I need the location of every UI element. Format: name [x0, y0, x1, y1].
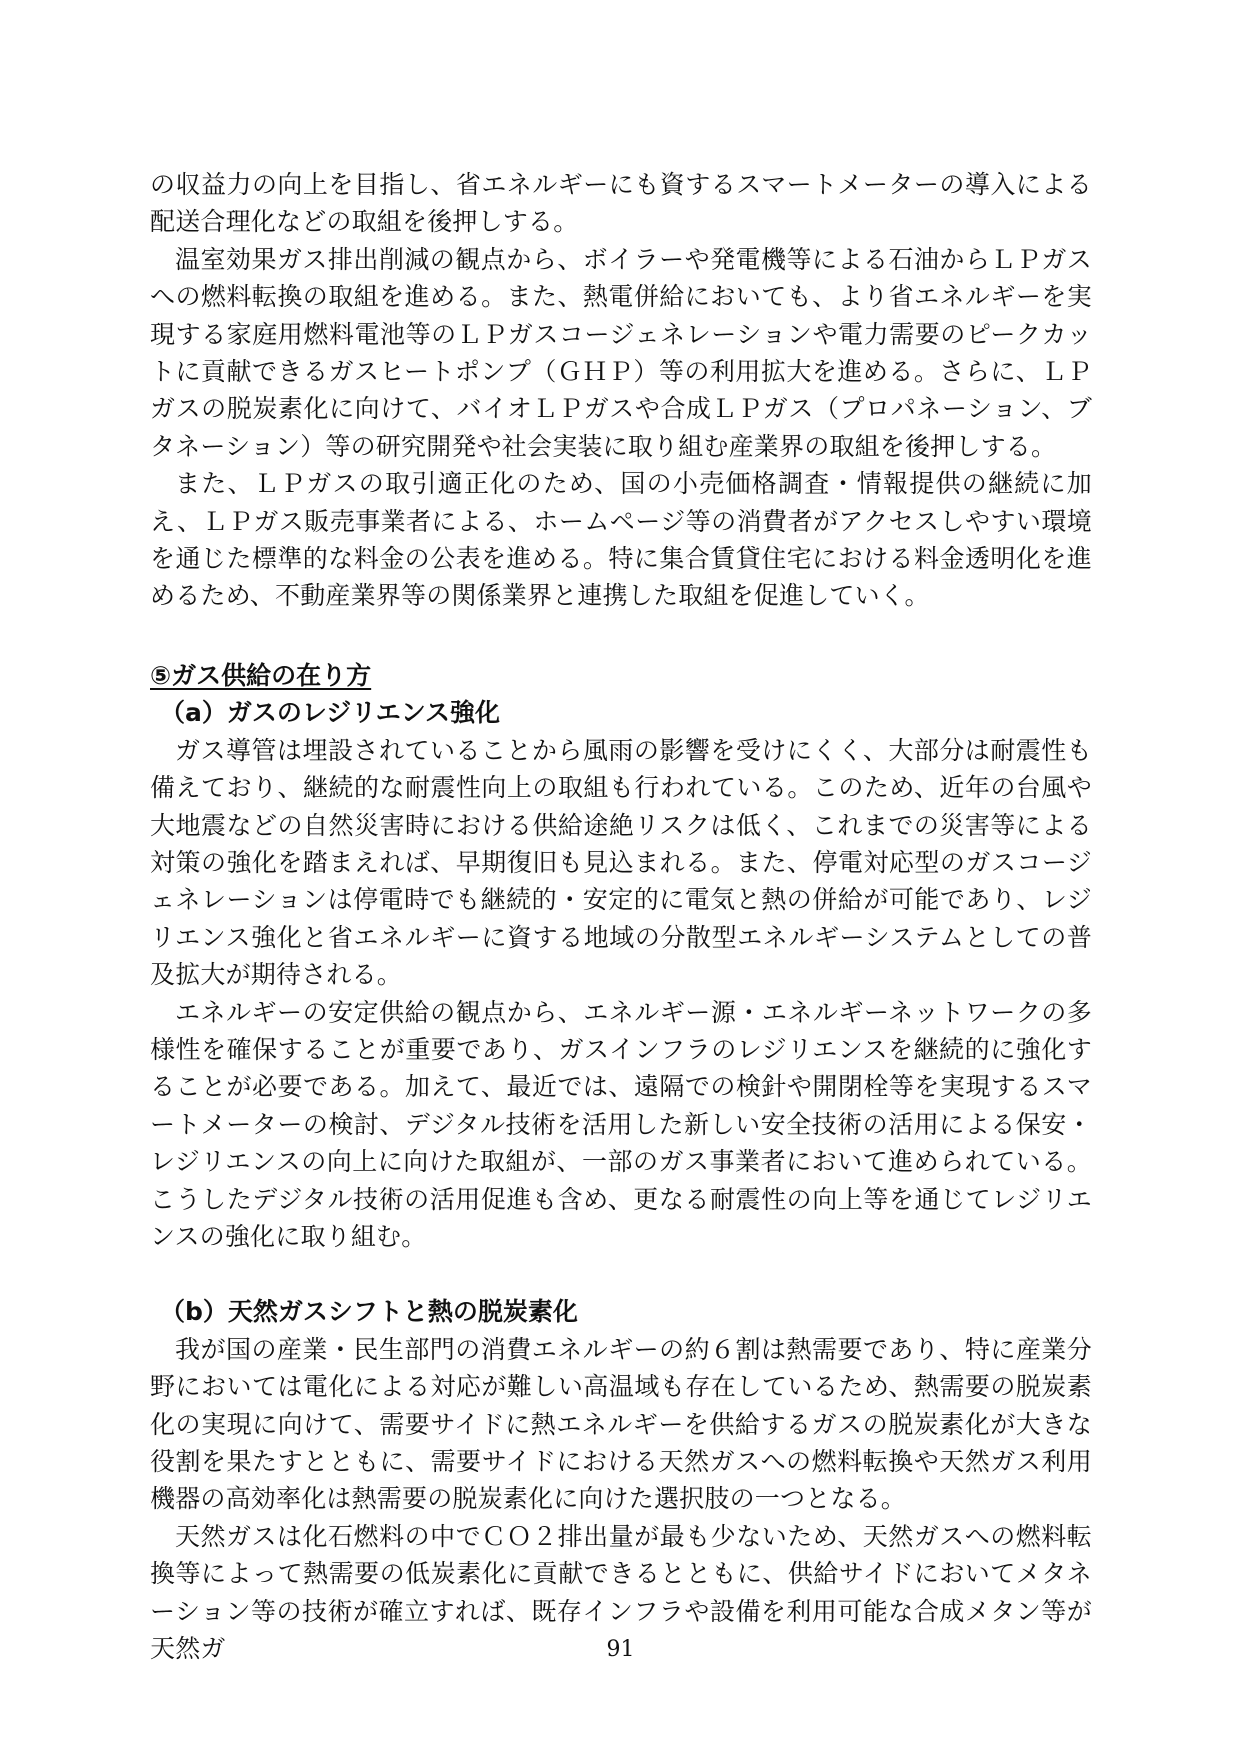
document-body [150, 166, 1092, 1667]
page-number: 91 [606, 1637, 635, 1662]
paragraph-resilience-2: エネルギーの安定供給の観点から、エネルギー源・エネルギーネットワークの多様性を確保することが重要であり、ガスインフラのレジリエンスを継続的に強化することが必要である。加えて、最近では、遠隔での検針や開閉栓等を実現するスマートメーターの検討、デジタル技術を活用した新しい安全技術の活用による保安・レジリエンスの向上に向けた取組が、一部のガス事業者において進められている。こうしたデジタル技術の活用促進も含め、更なる耐震性の向上等を通じてレジリエンスの強化に取り組む。 [150, 997, 1092, 1251]
paragraph-continued: の収益力の向上を目指し、省エネルギーにも資するスマートメーターの導入による配送合理化などの取組を後押しする。 [150, 170, 1092, 237]
paragraph-lpgas-decarbonization: 温室効果ガス排出削減の観点から、ボイラーや発電機等による石油からＬＰガスへの燃料転換の取組を進める。また、熱電併給においても、より省エネルギーを実現する家庭用燃料電池等のＬＰガスコージェネレーションや電力需要のピークカットに貢献できるガスヒートポンプ（ＧＨＰ）等の利用拡大を進める。さらに、ＬＰガスの脱炭素化に向けて、バイオＬＰガスや合成ＬＰガス（プロパネーション、ブタネーション）等の研究開発や社会実装に取り組む産業界の取組を後押しする。 [150, 244, 1092, 461]
paragraph-resilience-1: ガス導管は埋設されていることから風雨の影響を受けにくく、大部分は耐震性も備えており、継続的な耐震性向上の取組も行われている。このため、近年の台風や大地震などの自然災害時における供給途絶リスクは低く、これまでの災害等による対策の強化を踏まえれば、早期復旧も見込まれる。また、停電対応型のガスコージェネレーションは停電時でも継続的・安定的に電気と熱の併給が可能であり、レジリエンス強化と省エネルギーに資する地域の分散型エネルギーシステムとしての普及拡大が期待される。 [150, 735, 1092, 990]
paragraph-heat-demand: 我が国の産業・民生部門の消費エネルギーの約６割は熱需要であり、特に産業分野においては電化による対応が難しい高温域も存在しているため、熱需要の脱炭素化の実現に向けて、需要サイドに熱エネルギーを供給するガスの脱炭素化が大きな役割を果たすとともに、需要サイドにおける天然ガスへの燃料転換や天然ガス利用機器の高効率化は熱需要の脱炭素化に向けた選択肢の一つとなる。 [150, 1334, 1092, 1514]
paragraph-natural-gas-co2: 天然ガスは化石燃料の中でＣＯ２排出量が最も少ないため、天然ガスへの燃料転換等によって熱需要の低炭素化に貢献できるとともに、供給サイドにおいてメタネーション等の技術が確立すれば、既存インフラや設備を利用可能な合成メタン等が天然ガ [150, 1521, 1092, 1664]
paragraph-lpgas-pricing: また、ＬＰガスの取引適正化のため、国の小売価格調査・情報提供の継続に加え、ＬＰガス販売事業者による、ホームページ等の消費者がアクセスしやすい環境を通じた標準的な料金の公表を進める。特に集合賃貸住宅における料金透明化を進めるため、不動産業界等の関係業界と連携した取組を促進していく。 [150, 469, 1092, 611]
section-heading-gas-supply: ⑤ガス供給の在り方 [150, 660, 372, 690]
subsection-heading-natural-gas-shift: （b）天然ガスシフトと熱の脱炭素化 [160, 1297, 578, 1327]
subsection-heading-resilience: （a）ガスのレジリエンス強化 [160, 698, 500, 728]
